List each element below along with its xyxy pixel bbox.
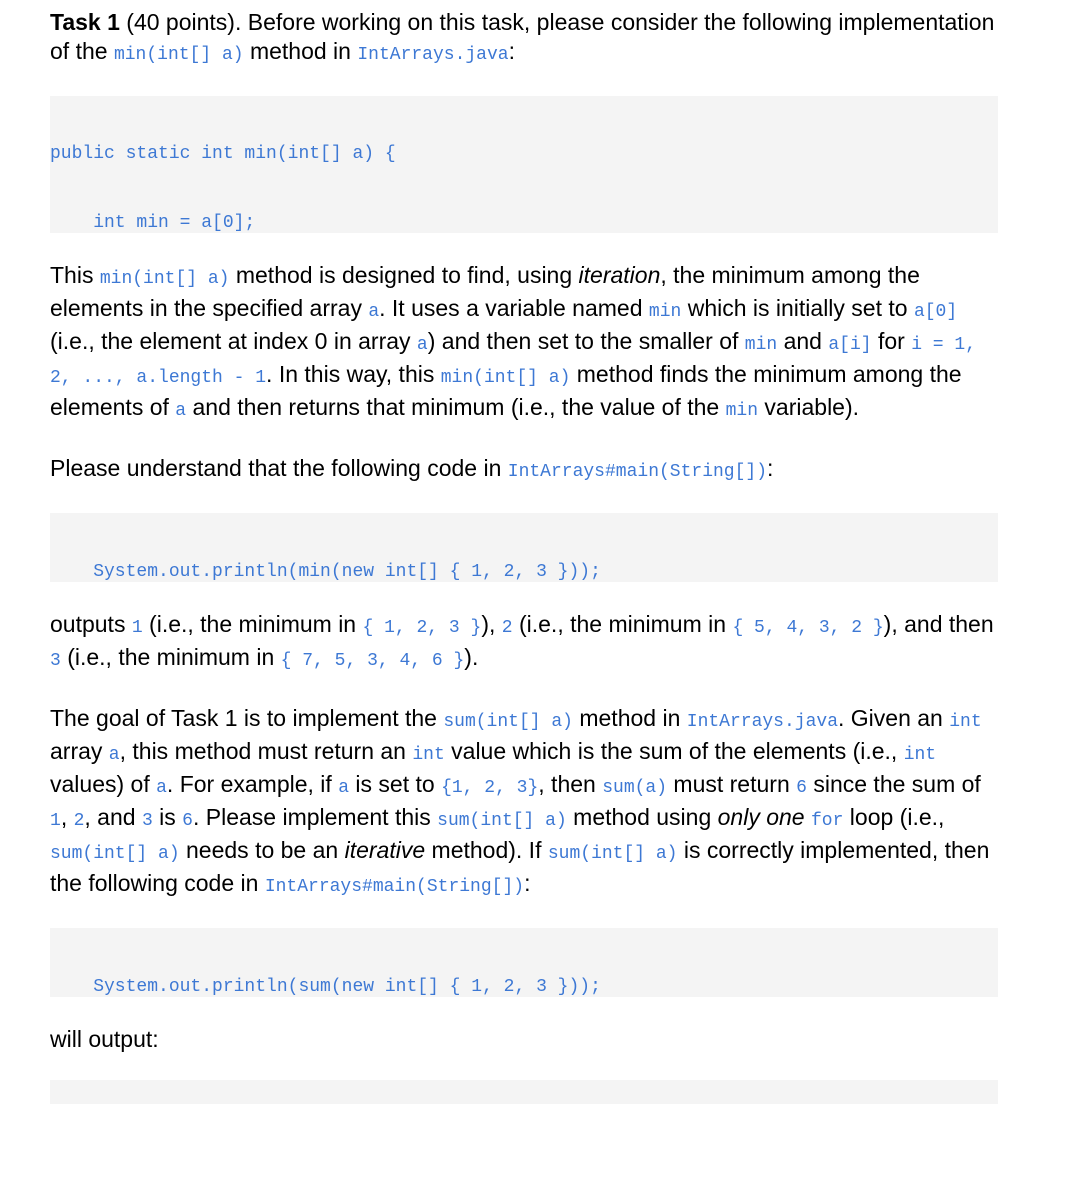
code-line: System.out.println(min(new int[] { 1, 2, 3 }));	[50, 562, 601, 582]
paragraph-min-usage: Please understand that the following code in IntArrays#main(String[]):	[50, 455, 774, 482]
paragraph-min-outputs: outputs 1 (i.e., the minimum in { 1, 2, 3 }), 2 (i.e., the minimum in { 5, 4, 3, 2 }), and then 3 (i.e., the minimum in { 7, 5, 3, 4, 6 }).	[50, 611, 994, 671]
code-line: public static int min(int[] a) {	[50, 144, 396, 164]
code-line: System.out.println(sum(new int[] { 1, 2, 3 }));	[50, 977, 601, 997]
code-block-sum-calls	[50, 928, 998, 997]
task-label: Task 1	[50, 9, 120, 35]
paragraph-min-explanation: This min(int[] a) method is designed to find, using iteration, the minimum among the elements in the specified array a. It uses a variable named min which is initially set to a[0] (i.e., the element at index 0 in array a) and then set to the smaller of min and a[i] for i = 1, 2, ..., a.length - 1. In this way, this min(int[] a) method finds the minimum among the elements of a and then returns that minimum (i.e., the value of the min variable).	[50, 262, 977, 421]
code-block-min-method	[50, 96, 998, 233]
code-block-min-calls	[50, 513, 998, 582]
paragraph-will-output: will output:	[50, 1026, 159, 1052]
code-line: int min = a[0];	[50, 213, 256, 233]
code-block-output	[50, 1080, 998, 1104]
task-document	[50, 8, 998, 1104]
paragraph-sum-goal: The goal of Task 1 is to implement the sum(int[] a) method in IntArrays.java. Given an int array a, this method must return an int value which is the sum of the elements (i.e., int values) of a. For example, if a is set to {1, 2, 3}, then sum(a) must return 6 since the sum of 1, 2, and 3 is 6. Please implement this sum(int[] a) method using only one for loop (i.e., sum(int[] a) needs to be an iterative method). If sum(int[] a) is correctly implemented, then the following code in IntArrays#main(String[]):	[50, 705, 990, 897]
task-intro: Task 1 (40 points). Before working on this task, please consider the following implementation of the min(int[] a) method in IntArrays.java:	[50, 9, 995, 65]
